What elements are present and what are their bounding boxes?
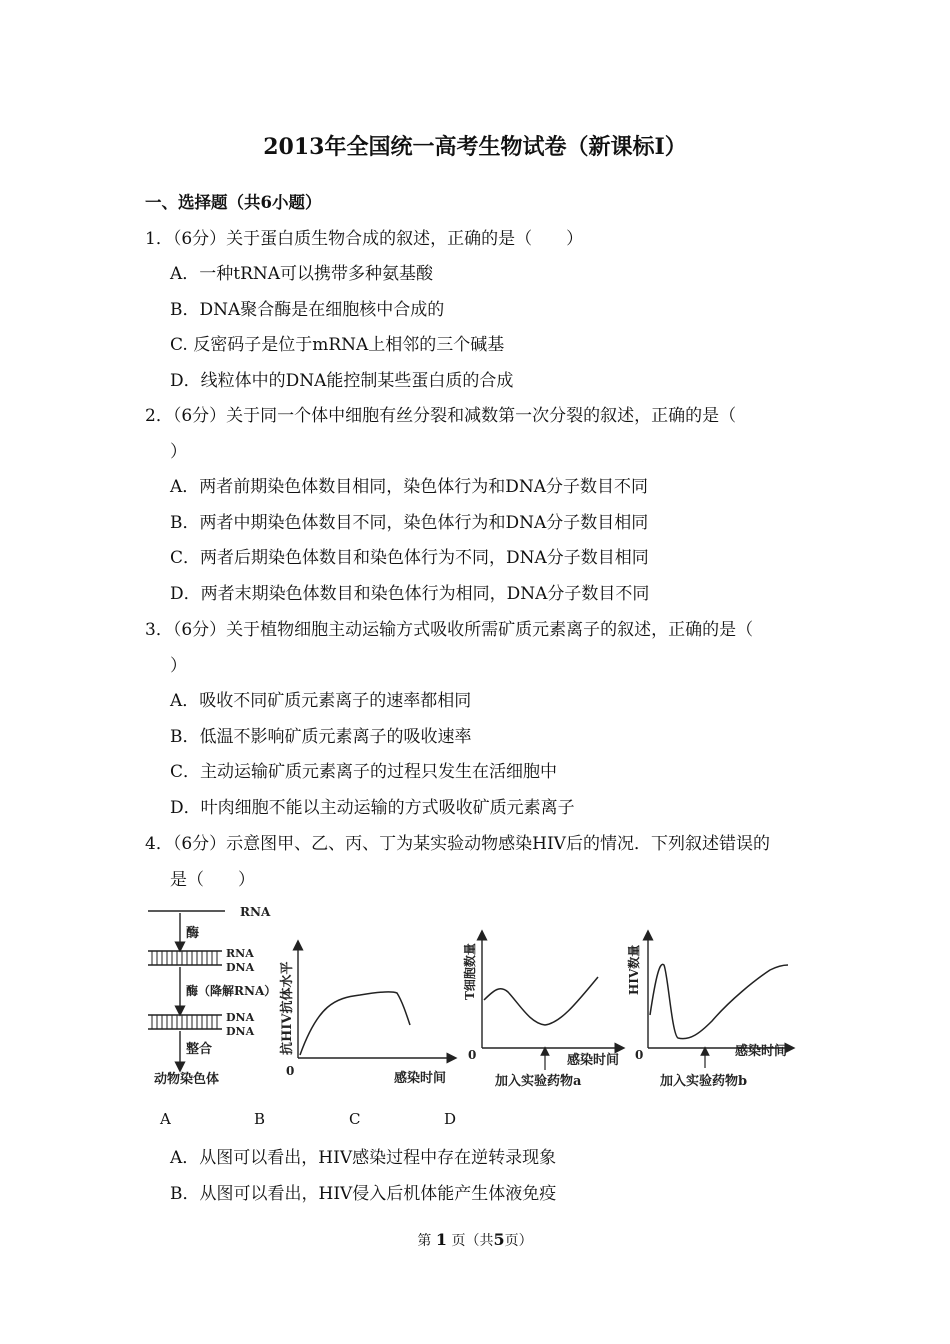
t-cell-curve	[484, 977, 598, 1025]
question-2-option-c[interactable]: C．两者后期染色体数目和染色体行为不同，DNA分子数目相同	[170, 548, 649, 568]
question-1-option-a[interactable]: A．一种tRNA可以携带多种氨基酸	[170, 264, 434, 284]
figure-label-a: A	[160, 1110, 171, 1128]
hiv-count-curve	[650, 964, 788, 1038]
panel-b-origin: 0	[286, 1064, 295, 1078]
panel-d-ylabel: HIV数量	[627, 944, 641, 995]
panel-c-ylabel: T细胞数量	[463, 943, 477, 1000]
hiv-figure	[0, 895, 950, 1095]
figure-label-c: C	[349, 1110, 361, 1128]
panel-d-origin: 0	[635, 1048, 644, 1062]
question-3-stem: 3．（6分）关于植物细胞主动运输方式吸收所需矿质元素离子的叙述，正确的是（	[145, 620, 754, 640]
hybrid-rungs	[152, 951, 217, 965]
panel-a-rna: RNA	[226, 947, 254, 960]
question-1-option-c[interactable]: C. 反密码子是位于mRNA上相邻的三个碱基	[170, 335, 505, 355]
panel-b-ylabel: 抗HIV抗体水平	[280, 961, 295, 1055]
question-3-option-c[interactable]: C．主动运输矿质元素离子的过程只发生在活细胞中	[170, 762, 558, 782]
question-1-stem: 1．（6分）关于蛋白质生物合成的叙述，正确的是（ ）	[145, 229, 584, 249]
panel-d-chart	[626, 935, 790, 1089]
panel-a-dna1: DNA	[226, 961, 255, 974]
dna-rungs	[152, 1015, 217, 1029]
question-4-option-b[interactable]: B．从图可以看出，HIV侵入后机体能产生体液免疫	[170, 1184, 557, 1204]
question-2-option-a[interactable]: A．两者前期染色体数目相同，染色体行为和DNA分子数目不同	[170, 477, 649, 497]
panel-a-rna-top: RNA	[240, 905, 271, 919]
footer-total-pages: 5	[493, 1230, 505, 1249]
question-3-option-d[interactable]: D．叶肉细胞不能以主动运输的方式吸收矿质元素离子	[170, 798, 575, 818]
question-4-stem: 4．（6分）示意图甲、乙、丙、丁为某实验动物感染HIV后的情况．下列叙述错误的	[145, 834, 770, 854]
question-2-stem: 2．（6分）关于同一个体中细胞有丝分裂和减数第一次分裂的叙述，正确的是（	[145, 406, 737, 426]
question-3-option-b[interactable]: B．低温不影响矿质元素离子的吸收速率	[170, 727, 472, 747]
figure-label-d: D	[444, 1110, 457, 1128]
panel-c-drug: 加入实验药物a	[495, 1074, 582, 1089]
panel-c-xlabel: 感染时间	[567, 1053, 620, 1068]
antibody-curve	[300, 992, 410, 1055]
panel-a-integrate: 整合	[186, 1042, 213, 1057]
question-2-option-b[interactable]: B．两者中期染色体数目不同，染色体行为和DNA分子数目相同	[170, 513, 649, 533]
footer-middle: 页（共	[451, 1233, 494, 1249]
figure-label-b: B	[254, 1110, 266, 1128]
panel-a-enzyme: 酶	[186, 926, 200, 941]
panel-a-diagram	[148, 905, 276, 1087]
question-3-option-a[interactable]: A．吸收不同矿质元素离子的速率都相同	[170, 691, 472, 711]
question-1-option-b[interactable]: B．DNA聚合酶是在细胞核中合成的	[170, 300, 445, 320]
panel-c-origin: 0	[468, 1048, 477, 1062]
panel-d-xlabel: 感染时间	[735, 1044, 788, 1059]
panel-d-drug: 加入实验药物b	[660, 1074, 748, 1089]
panel-b-xlabel: 感染时间	[394, 1071, 447, 1086]
question-4-option-a[interactable]: A．从图可以看出，HIV感染过程中存在逆转录现象	[170, 1148, 557, 1168]
question-1-option-d[interactable]: D．线粒体中的DNA能控制某些蛋白质的合成	[170, 371, 514, 391]
page-footer	[0, 1230, 950, 1250]
page-title: 2013年全国统一高考生物试卷（新课标Ⅰ）	[263, 134, 687, 160]
footer-suffix: 页）	[504, 1233, 533, 1249]
panel-b-chart	[279, 945, 452, 1086]
question-2-stem-cont: ）	[170, 442, 187, 462]
panel-a-enzyme-degrade: 酶（降解RNA）	[186, 984, 277, 998]
question-3-stem-cont: ）	[170, 656, 187, 676]
question-2-option-d[interactable]: D．两者末期染色体数目和染色体行为相同，DNA分子数目不同	[170, 584, 650, 604]
footer-page-number: 1	[435, 1230, 447, 1249]
panel-c-chart	[462, 935, 620, 1089]
panel-a-dna3: DNA	[226, 1025, 255, 1038]
section-heading: 一、选择题（共6小题）	[145, 193, 322, 212]
footer-prefix: 第	[417, 1233, 432, 1249]
panel-a-chromosome: 动物染色体	[154, 1072, 220, 1087]
panel-a-dna2: DNA	[226, 1011, 255, 1024]
question-4-stem-cont: 是（ ）	[170, 870, 255, 890]
